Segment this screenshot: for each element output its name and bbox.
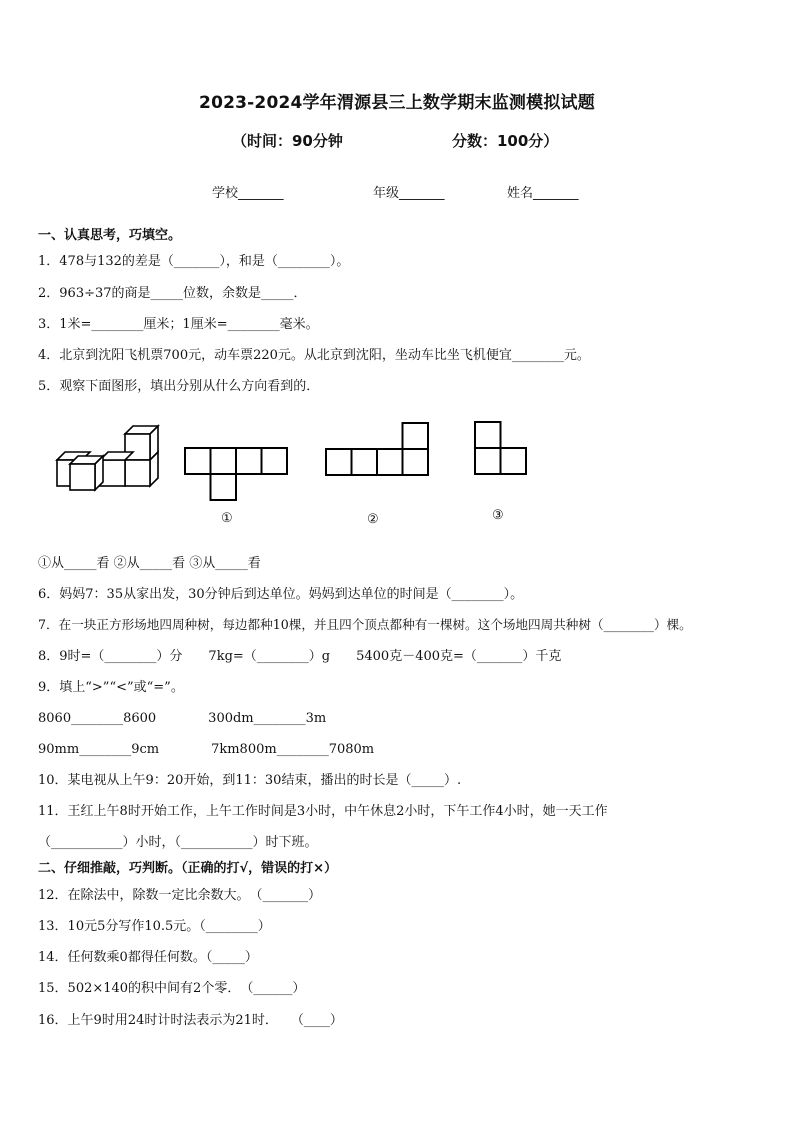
figure-label-1: ① [221, 511, 233, 526]
grade-field: 年级_______ [373, 186, 445, 201]
question-13: 13．10元5分写作10.5元。（________） [38, 919, 271, 934]
question-7: 7．在一块正方形场地四周种树，每边都种10棵，并且四个顶点都种有一棵树。这个场地四周共种树（________）棵。 [38, 617, 692, 632]
question-9: 9．填上“>”“<”或“=”。 [38, 680, 184, 695]
section-1-heading: 一、认真思考，巧填空。 [38, 228, 182, 243]
view-2-figure [324, 421, 430, 477]
question-2: 2．963÷37的商是_____位数，余数是_____． [38, 286, 307, 301]
question-9-row-1: 8060________8600 300dm________3m [38, 711, 327, 726]
question-8: 8．9时=（________）分 7kg=（________）g 5400克－400克=（_______）千克 [38, 649, 562, 664]
question-6: 6．妈妈7：35从家出发，30分钟后到达单位。妈妈到达单位的时间是（________）。 [38, 587, 524, 602]
name-field: 姓名_______ [507, 186, 579, 201]
view-1-figure [183, 446, 289, 503]
question-1: 1．478与132的差是（_______），和是（________）。 [38, 254, 350, 269]
question-14: 14．任何数乘0都得任何数。（_____） [38, 950, 258, 965]
question-12: 12．在除法中，除数一定比余数大。 （_______） [38, 888, 322, 903]
question-9-row-2: 90mm________9cm 7km800m________7080m [38, 742, 375, 757]
cube-solid-figure [50, 420, 165, 495]
question-15: 15．502×140的积中间有2个零． （______） [38, 981, 306, 996]
question-3: 3．1米=________厘米；1厘米=________毫米。 [38, 317, 319, 332]
question-11-cont: （___________）小时，（___________）时下班。 [38, 835, 318, 850]
figure-label-2: ② [367, 512, 379, 527]
question-11: 11．王红上午8时开始工作，上午工作时间是3小时，中午休息2小时，下午工作4小时，她一天工作 [38, 804, 608, 819]
exam-time: （时间：90分钟 [232, 132, 343, 150]
section-2-heading: 二、仔细推敲，巧判断。（正确的打√，错误的打×） [38, 861, 338, 876]
question-4: 4．北京到沈阳飞机票700元，动车票220元。从北京到沈阳，坐动车比坐飞机便宜________元。 [38, 348, 590, 363]
figure-label-3: ③ [492, 508, 504, 523]
exam-score: 分数：100分） [452, 132, 559, 150]
view-3-figure [473, 420, 529, 476]
exam-title: 2023-2024学年渭源县三上数学期末监测模拟试题 [199, 93, 595, 113]
question-5-answers: ①从_____看 ②从_____看 ③从_____看 [38, 556, 261, 571]
school-field: 学校_______ [212, 186, 284, 201]
question-5: 5．观察下面图形，填出分别从什么方向看到的． [38, 379, 320, 394]
question-10: 10．某电视从上午9：20开始，到11：30结束，播出的时长是（_____）. [38, 773, 462, 788]
question-16: 16．上午9时用24时计时法表示为21时． （____） [38, 1013, 343, 1028]
